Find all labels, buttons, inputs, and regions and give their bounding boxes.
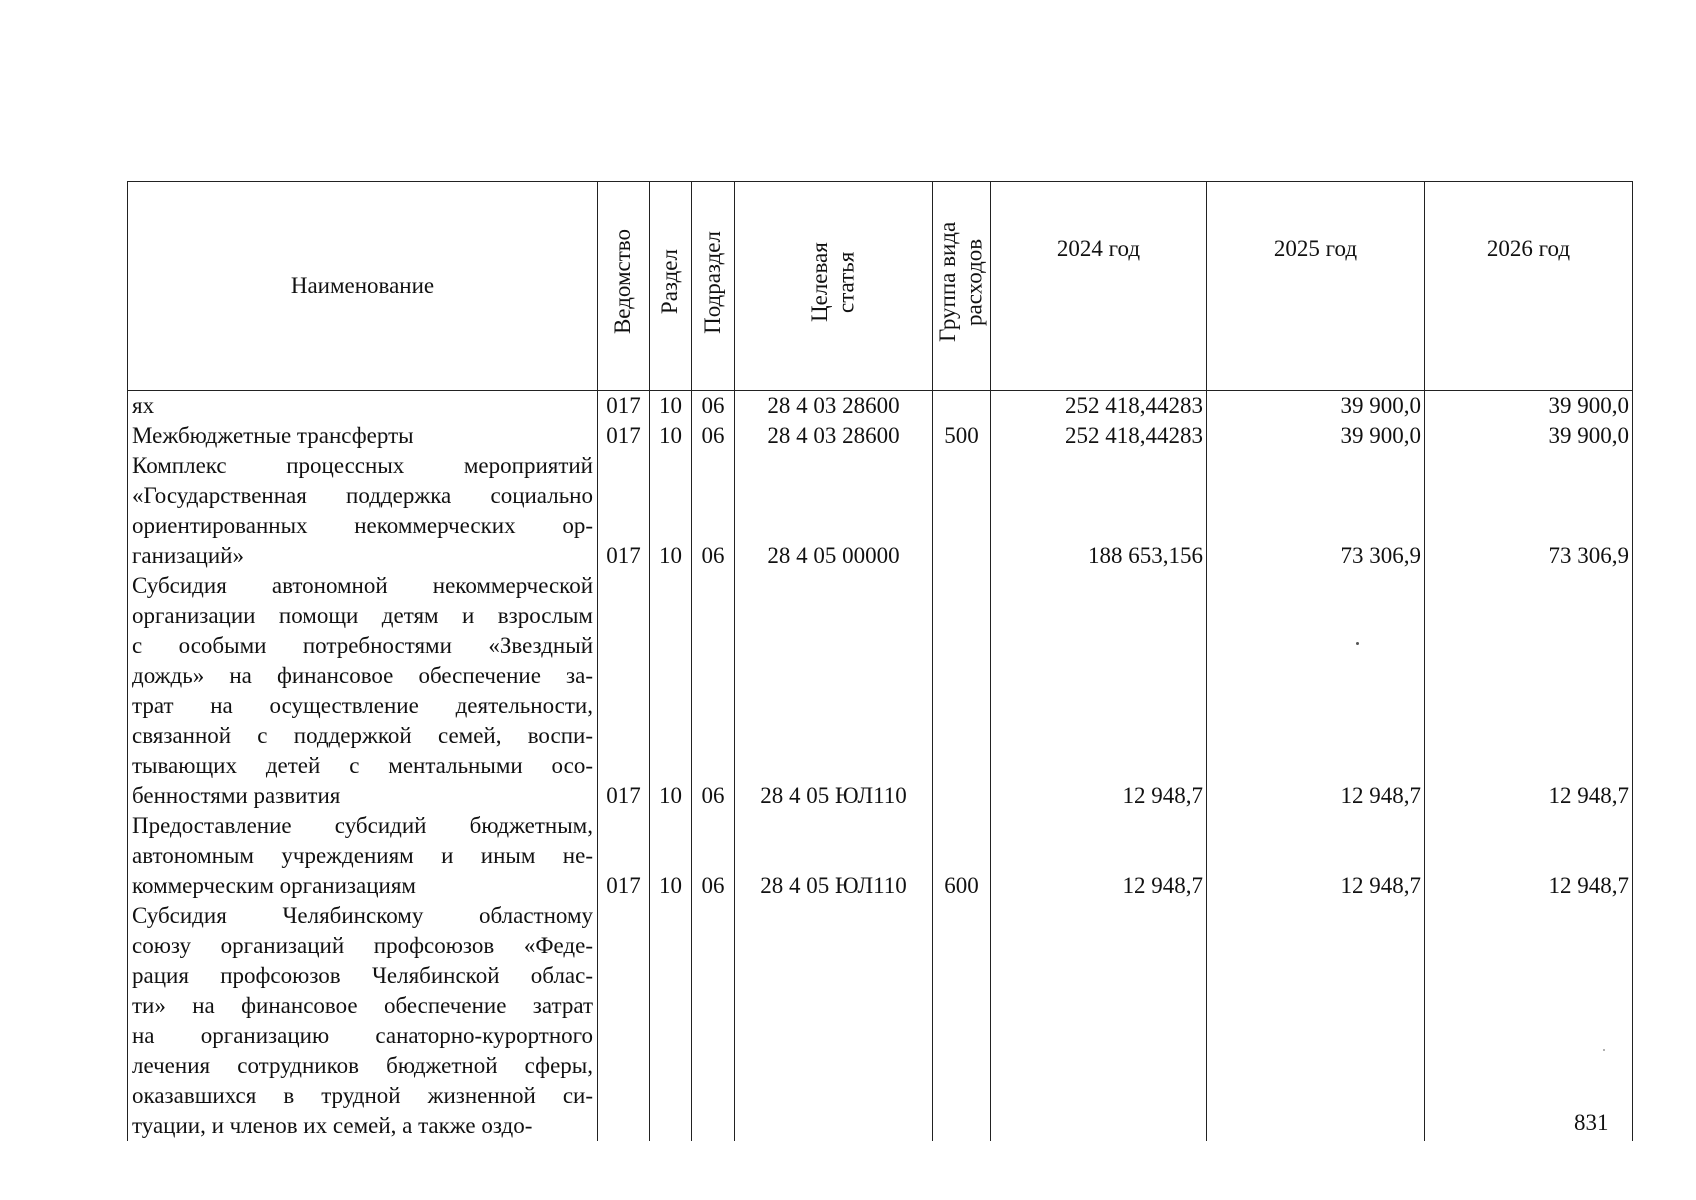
cell-name: [128, 421, 598, 451]
cell-section: 10: [650, 421, 692, 451]
page-number: 831: [1574, 1110, 1609, 1135]
name-line: «Государственная поддержка социально: [132, 483, 593, 508]
cell-name: [128, 571, 598, 811]
cell-expense-group: 600: [933, 811, 991, 901]
header-2025: 2025 год: [1207, 182, 1425, 391]
cell-expense-group: [933, 391, 991, 422]
table-row: [128, 901, 1633, 1141]
cell-expense-group: [933, 571, 991, 811]
name-line: Субсидия Челябинскому областному: [132, 903, 593, 928]
cell-section: 10: [650, 391, 692, 422]
name-line: коммерческим организациям: [132, 873, 416, 898]
cell-subsection: 06: [692, 391, 735, 422]
cell-y2025: 39 900,0: [1207, 421, 1425, 451]
cell-y2025: 12 948,7: [1207, 571, 1425, 811]
cell-subsection: 06: [692, 421, 735, 451]
cell-y2026: 73 306,9: [1425, 451, 1633, 571]
header-department: Ведомство: [598, 182, 650, 391]
name-line: с особыми потребностями «Звездный: [132, 633, 593, 658]
cell-y2026: [1425, 901, 1633, 1141]
name-line: дождь» на финансовое обеспечение за-: [132, 663, 593, 688]
name-line: организации помощи детям и взрослым: [132, 603, 593, 628]
cell-target-article: 28 4 05 ЮЛ110: [735, 811, 933, 901]
table-body: [128, 391, 1633, 1142]
budget-table: [127, 181, 1633, 1141]
header-expense-group: Группа вида расходов: [933, 182, 991, 391]
cell-y2024: [991, 901, 1207, 1141]
table-row: [128, 451, 1633, 571]
scan-speck: [1356, 642, 1359, 645]
cell-section: [650, 901, 692, 1141]
table-row: [128, 421, 1633, 451]
name-line: Предоставление субсидий бюджетным,: [132, 813, 593, 838]
name-line: Межбюджетные трансферты: [132, 423, 414, 448]
name-line: трат на осуществление деятельности,: [132, 693, 593, 718]
cell-department: 017: [598, 571, 650, 811]
cell-target-article: 28 4 03 28600: [735, 391, 933, 422]
cell-y2025: 39 900,0: [1207, 391, 1425, 422]
cell-y2024: 252 418,44283: [991, 421, 1207, 451]
name-line: автономным учреждениям и иным не-: [132, 843, 593, 868]
name-line: ганизаций»: [132, 543, 244, 568]
cell-expense-group: [933, 901, 991, 1141]
cell-y2025: [1207, 901, 1425, 1141]
name-line: ти» на финансовое обеспечение затрат: [132, 993, 593, 1018]
header-target-article: Целевая статья: [735, 182, 933, 391]
table-row: [128, 571, 1633, 811]
name-line: туации, и членов их семей, а также оздо-: [132, 1113, 533, 1138]
cell-expense-group: [933, 451, 991, 571]
name-line: связанной с поддержкой семей, воспи-: [132, 723, 593, 748]
cell-department: 017: [598, 391, 650, 422]
name-line: рация профсоюзов Челябинской облас-: [132, 963, 593, 988]
scan-speck: [1603, 1049, 1605, 1051]
cell-target-article: 28 4 03 28600: [735, 421, 933, 451]
cell-y2026: 12 948,7: [1425, 571, 1633, 811]
name-line: Субсидия автономной некоммерческой: [132, 573, 593, 598]
cell-y2025: 12 948,7: [1207, 811, 1425, 901]
cell-name: [128, 901, 598, 1141]
cell-y2026: 39 900,0: [1425, 391, 1633, 422]
cell-target-article: 28 4 05 00000: [735, 451, 933, 571]
name-line: ях: [132, 393, 155, 418]
cell-department: [598, 901, 650, 1141]
cell-y2024: 188 653,156: [991, 451, 1207, 571]
name-line: на организацию санаторно-курортного: [132, 1023, 593, 1048]
cell-y2024: 12 948,7: [991, 811, 1207, 901]
name-line: оказавшихся в трудной жизненной си-: [132, 1083, 593, 1108]
table-row: [128, 811, 1633, 901]
name-line: лечения сотрудников бюджетной сферы,: [132, 1053, 593, 1078]
cell-name: [128, 391, 598, 422]
cell-target-article: [735, 901, 933, 1141]
cell-name: [128, 451, 598, 571]
cell-subsection: 06: [692, 811, 735, 901]
cell-y2024: 12 948,7: [991, 571, 1207, 811]
cell-section: 10: [650, 811, 692, 901]
table-row: [128, 391, 1633, 422]
name-line: тывающих детей с ментальными осо-: [132, 753, 593, 778]
cell-target-article: 28 4 05 ЮЛ110: [735, 571, 933, 811]
cell-y2024: 252 418,44283: [991, 391, 1207, 422]
name-line: Комплекс процессных мероприятий: [132, 453, 593, 478]
cell-y2026: 39 900,0: [1425, 421, 1633, 451]
header-name: Наименование: [128, 182, 598, 391]
cell-department: 017: [598, 811, 650, 901]
cell-department: 017: [598, 451, 650, 571]
table-header-row: [128, 182, 1633, 391]
name-line: союзу организаций профсоюзов «Феде-: [132, 933, 593, 958]
name-line: бенностями развития: [132, 783, 341, 808]
header-2026: 2026 год: [1425, 182, 1633, 391]
cell-department: 017: [598, 421, 650, 451]
header-subsection: Подраздел: [692, 182, 735, 391]
cell-subsection: [692, 901, 735, 1141]
cell-y2026: 12 948,7: [1425, 811, 1633, 901]
cell-section: 10: [650, 451, 692, 571]
cell-expense-group: 500: [933, 421, 991, 451]
cell-subsection: 06: [692, 451, 735, 571]
cell-y2025: 73 306,9: [1207, 451, 1425, 571]
cell-section: 10: [650, 571, 692, 811]
cell-subsection: 06: [692, 571, 735, 811]
name-line: ориентированных некоммерческих ор-: [132, 513, 593, 538]
cell-name: [128, 811, 598, 901]
header-section: Раздел: [650, 182, 692, 391]
header-2024: 2024 год: [991, 182, 1207, 391]
